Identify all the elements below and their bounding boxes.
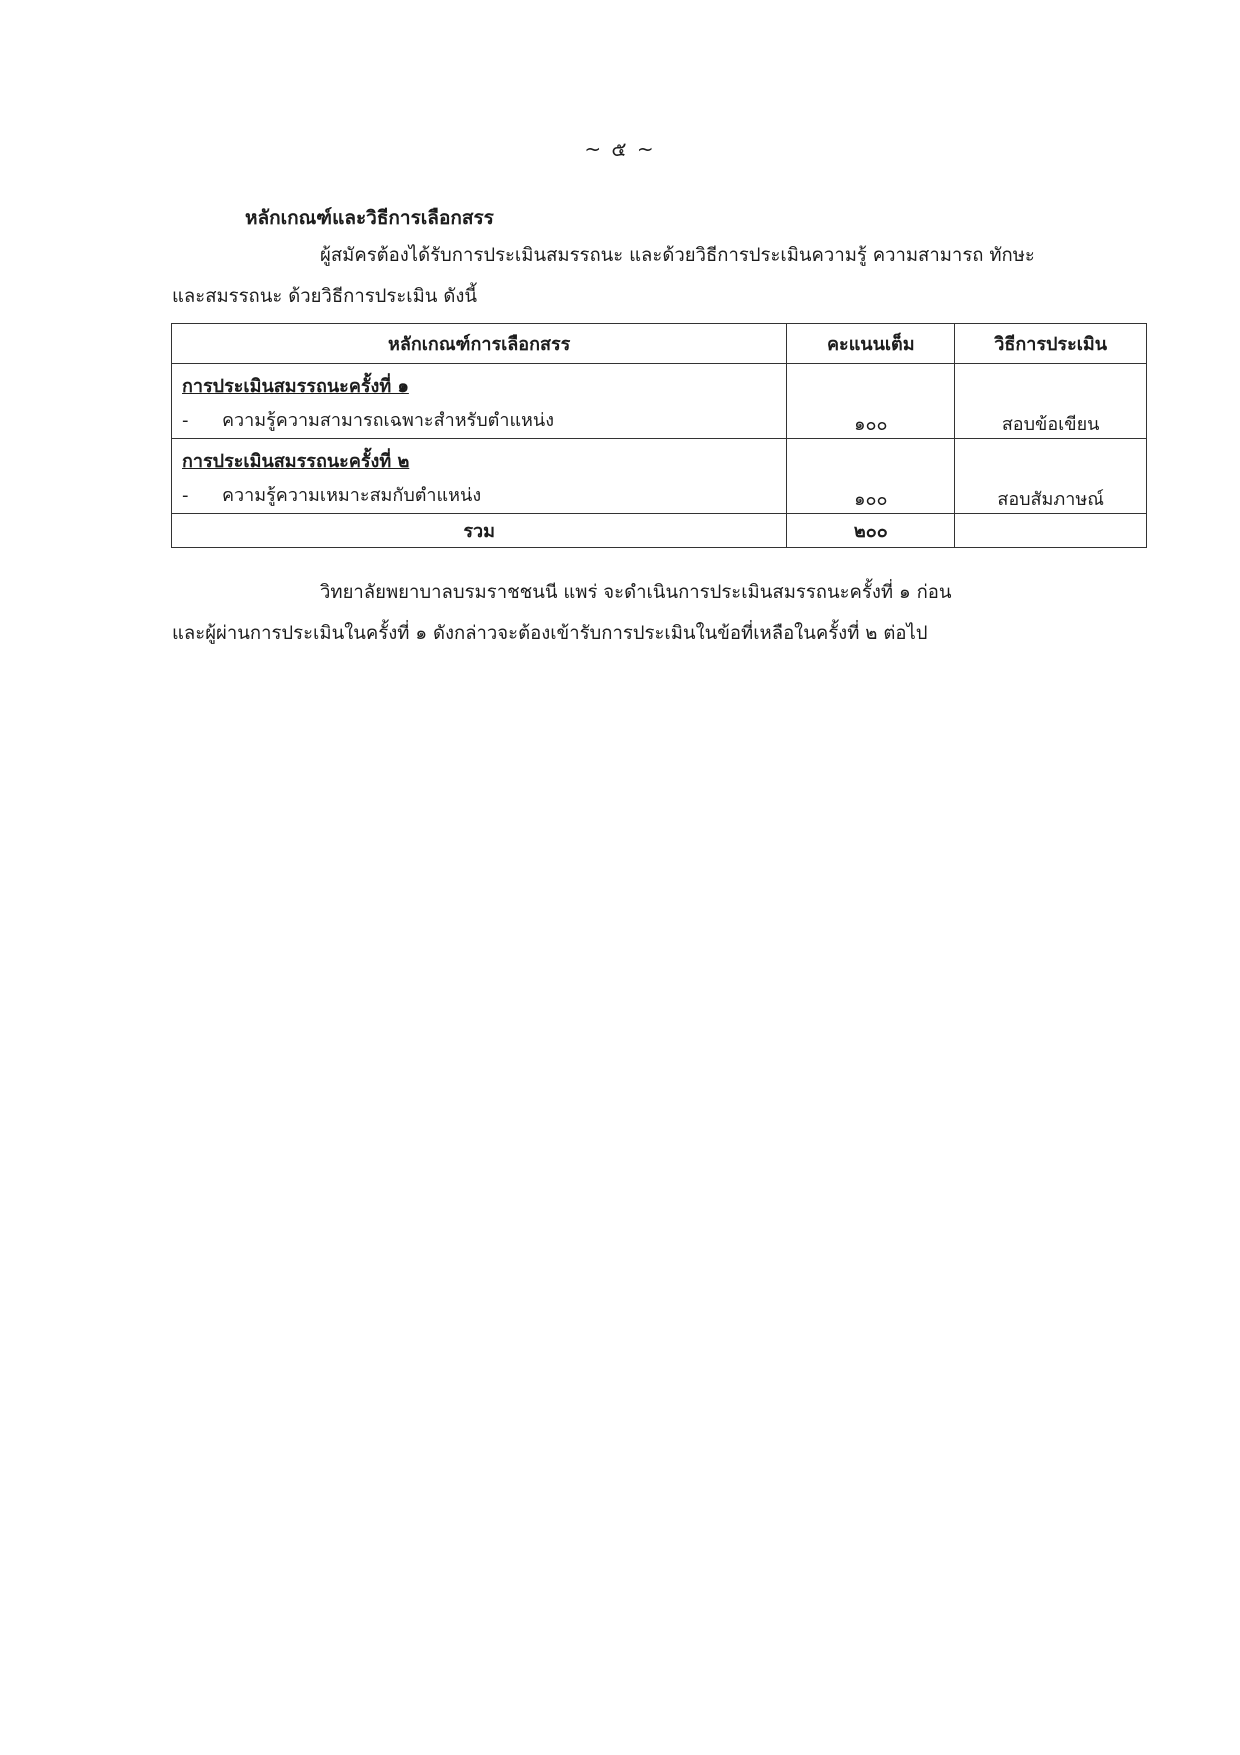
- page-number: ~ ๕ ~: [584, 137, 656, 161]
- method-cell: สอบข้อเขียน: [955, 364, 1147, 439]
- intro-paragraph-line: ผู้สมัครต้องได้รับการประเมินสมรรถนะ และด้วยวิธีการประเมินความรู้ ความสามารถ ทักษะ: [320, 245, 1035, 266]
- intro-paragraph: [172, 235, 1132, 317]
- total-label: รวม: [172, 514, 787, 548]
- header-method: วิธีการประเมิน: [955, 324, 1147, 364]
- intro-paragraph-line: และสมรรถนะ ด้วยวิธีการประเมิน ดังนี้: [172, 286, 478, 307]
- full-score-cell: ๑๐๐: [787, 364, 955, 439]
- table-row: [172, 439, 1147, 514]
- bullet-dash: -: [182, 410, 189, 431]
- assessment-round-heading: การประเมินสมรรถนะครั้งที่ ๑: [182, 376, 409, 397]
- criteria-item-text: ความรู้ความเหมาะสมกับตำแหน่ง: [222, 485, 482, 506]
- closing-paragraph-line: วิทยาลัยพยาบาลบรมราชชนนี แพร่ จะดำเนินการประเมินสมรรถนะครั้งที่ ๑ ก่อน: [320, 582, 952, 603]
- total-score: ๒๐๐: [787, 514, 955, 548]
- header-criteria: หลักเกณฑ์การเลือกสรร: [172, 324, 787, 364]
- criteria-cell: [172, 439, 787, 514]
- assessment-round-heading: การประเมินสมรรถนะครั้งที่ ๒: [182, 451, 410, 472]
- criteria-table: [171, 323, 1147, 548]
- bullet-dash: -: [182, 485, 189, 506]
- table-total-row: [172, 514, 1147, 548]
- closing-paragraph: [172, 572, 1132, 654]
- table-header-row: [172, 324, 1147, 364]
- closing-paragraph-line: และผู้ผ่านการประเมินในครั้งที่ ๑ ดังกล่าวจะต้องเข้ารับการประเมินในข้อที่เหลือในครั้งที่ ๒ ต่อไป: [172, 623, 928, 644]
- criteria-item-text: ความรู้ความสามารถเฉพาะสำหรับตำแหน่ง: [222, 410, 555, 431]
- method-cell: สอบสัมภาษณ์: [955, 439, 1147, 514]
- header-full-score: คะแนนเต็ม: [787, 324, 955, 364]
- criteria-item: [182, 404, 776, 438]
- criteria-cell: [172, 364, 787, 439]
- full-score-cell: ๑๐๐: [787, 439, 955, 514]
- total-method: [955, 514, 1147, 548]
- criteria-item: [182, 479, 776, 513]
- section-title: หลักเกณฑ์และวิธีการเลือกสรร: [245, 207, 494, 229]
- table-row: [172, 364, 1147, 439]
